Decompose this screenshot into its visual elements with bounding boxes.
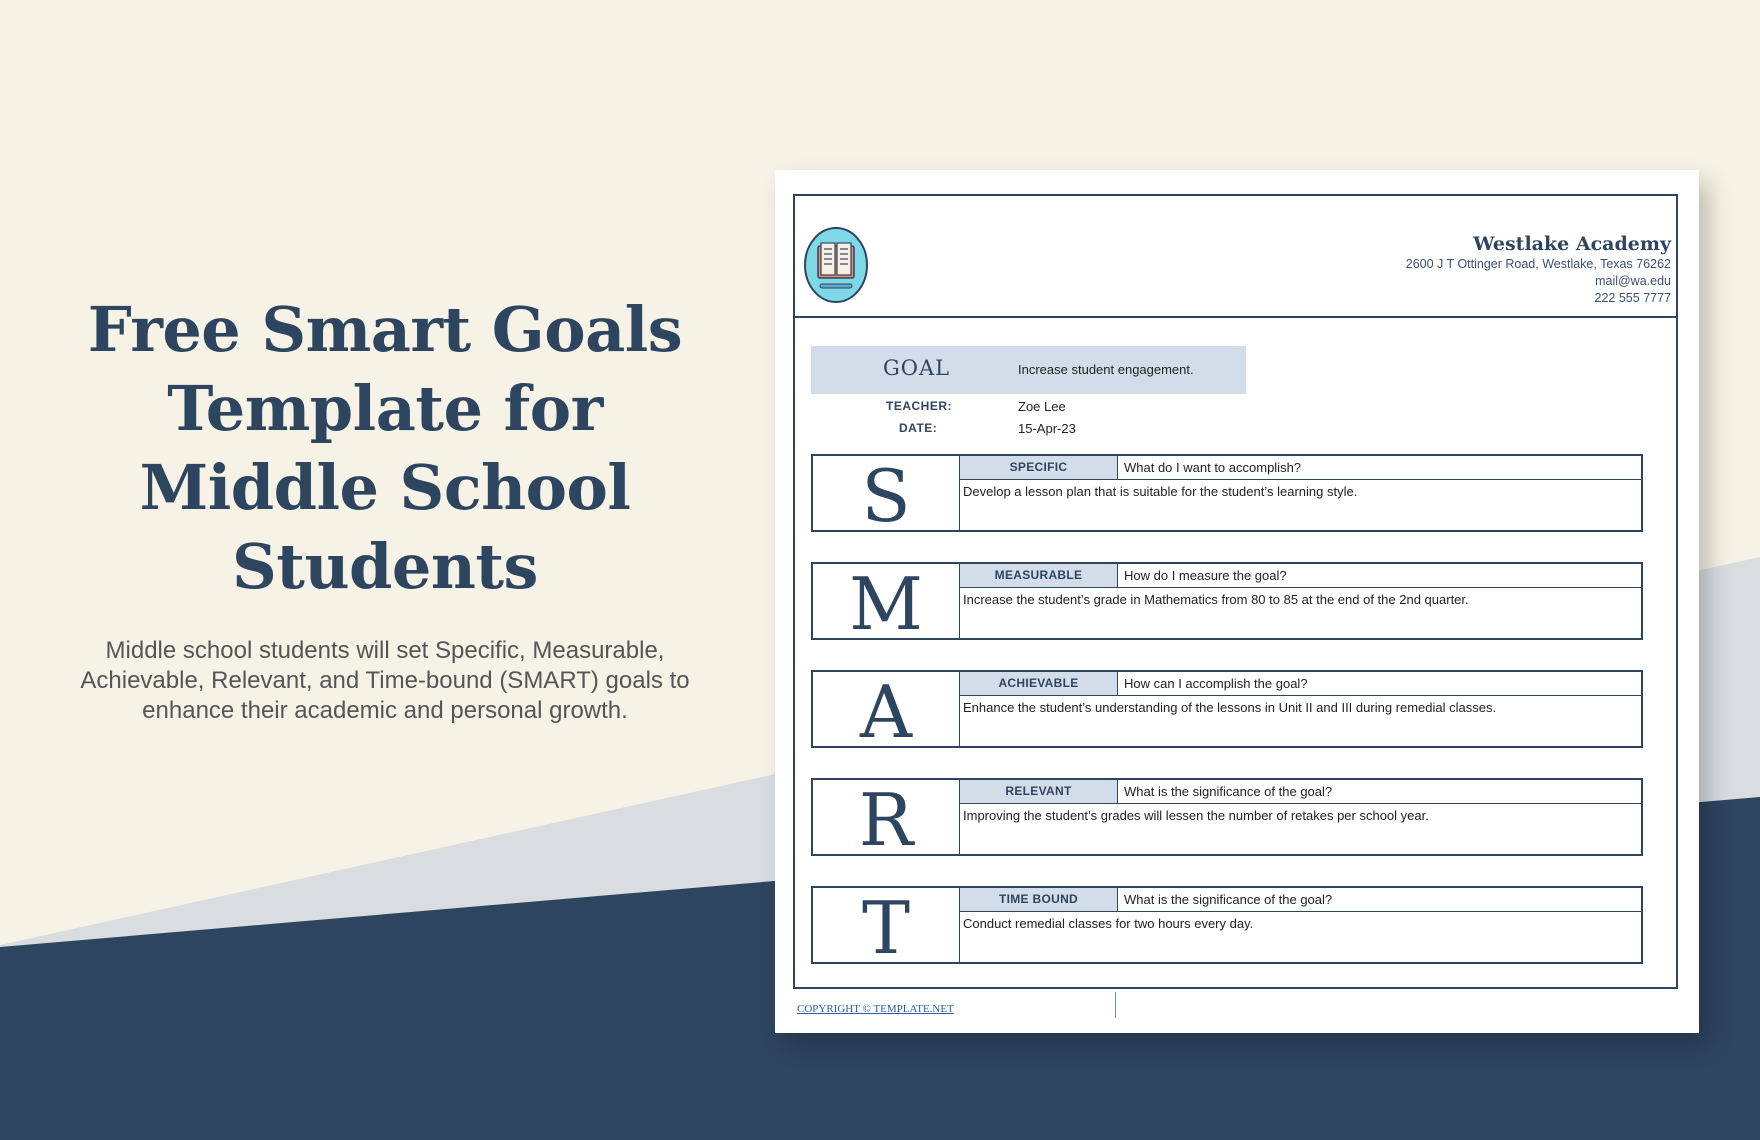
guiding-question: What do I want to accomplish? (1124, 460, 1302, 475)
category-label: MEASURABLE (960, 564, 1118, 588)
category-label: ACHIEVABLE (960, 672, 1118, 696)
document-frame (793, 194, 1678, 989)
school-email: mail@wa.edu (1595, 274, 1671, 288)
category-label: SPECIFIC (960, 456, 1118, 480)
hero-section (40, 290, 730, 726)
guiding-question: How can I accomplish the goal? (1124, 676, 1308, 691)
date-label: DATE: (899, 421, 938, 435)
letter-cell (813, 670, 960, 754)
divider (1118, 911, 1641, 912)
school-address: 2600 J T Ottinger Road, Westlake, Texas 76262 (1405, 257, 1671, 271)
letter-cell (813, 454, 960, 538)
divider (1118, 587, 1641, 588)
guiding-question: How do I measure the goal? (1124, 568, 1287, 583)
letter-cell (813, 562, 960, 646)
school-phone: 222 555 7777 (1594, 291, 1671, 305)
smart-block-measurable (811, 562, 1643, 646)
divider (1118, 695, 1641, 696)
goal-text: Increase student engagement. (1018, 362, 1194, 377)
smart-block-achievable (811, 670, 1643, 754)
date-value: 15-Apr-23 (1018, 421, 1076, 436)
school-info (1406, 232, 1671, 307)
smart-letter: T (861, 886, 911, 970)
hero-title: Free Smart Goals Template for Middle School Students (87, 293, 683, 603)
goal-answer: Enhance the student’s understanding of the lessons in Unit II and III during remedial classes. (963, 700, 1497, 715)
smart-block-relevant (811, 778, 1643, 862)
teacher-label: TEACHER: (886, 399, 952, 413)
divider (1118, 803, 1641, 804)
open-book-icon (803, 226, 869, 304)
letter-cell (813, 778, 960, 862)
footer-divider (1115, 992, 1116, 1018)
smart-letter: S (861, 454, 911, 538)
goal-label: GOAL (883, 356, 951, 380)
school-name: Westlake Academy (1473, 233, 1671, 255)
teacher-value: Zoe Lee (1018, 399, 1066, 414)
guiding-question: What is the significance of the goal? (1124, 784, 1333, 799)
letter-cell (813, 886, 960, 970)
goal-answer: Develop a lesson plan that is suitable for the student’s learning style. (963, 484, 1358, 499)
goal-banner (811, 346, 1246, 394)
guiding-question: What is the significance of the goal? (1124, 892, 1333, 907)
goal-answer: Increase the student’s grade in Mathematics from 80 to 85 at the end of the 2nd quarter. (963, 592, 1469, 607)
category-label: TIME BOUND (960, 888, 1118, 912)
goal-answer: Conduct remedial classes for two hours every day. (963, 916, 1254, 931)
template-preview-sheet (775, 170, 1699, 1033)
smart-block-time-bound (811, 886, 1643, 970)
smart-block-specific (811, 454, 1643, 538)
smart-letter: A (860, 670, 912, 754)
hero-description: Middle school students will set Specific, Measurable, Achievable, Relevant, and Time-bound (SMART) goals to enhance their academic and personal growth. (80, 637, 690, 724)
copyright-link[interactable]: COPYRIGHT © TEMPLATE.NET (797, 1003, 954, 1015)
divider (1118, 479, 1641, 480)
document-header (795, 196, 1676, 318)
category-label: RELEVANT (960, 780, 1118, 804)
smart-letter: M (849, 562, 923, 646)
goal-answer: Improving the student’s grades will lessen the number of retakes per school year. (963, 808, 1429, 823)
smart-letter: R (858, 778, 914, 862)
